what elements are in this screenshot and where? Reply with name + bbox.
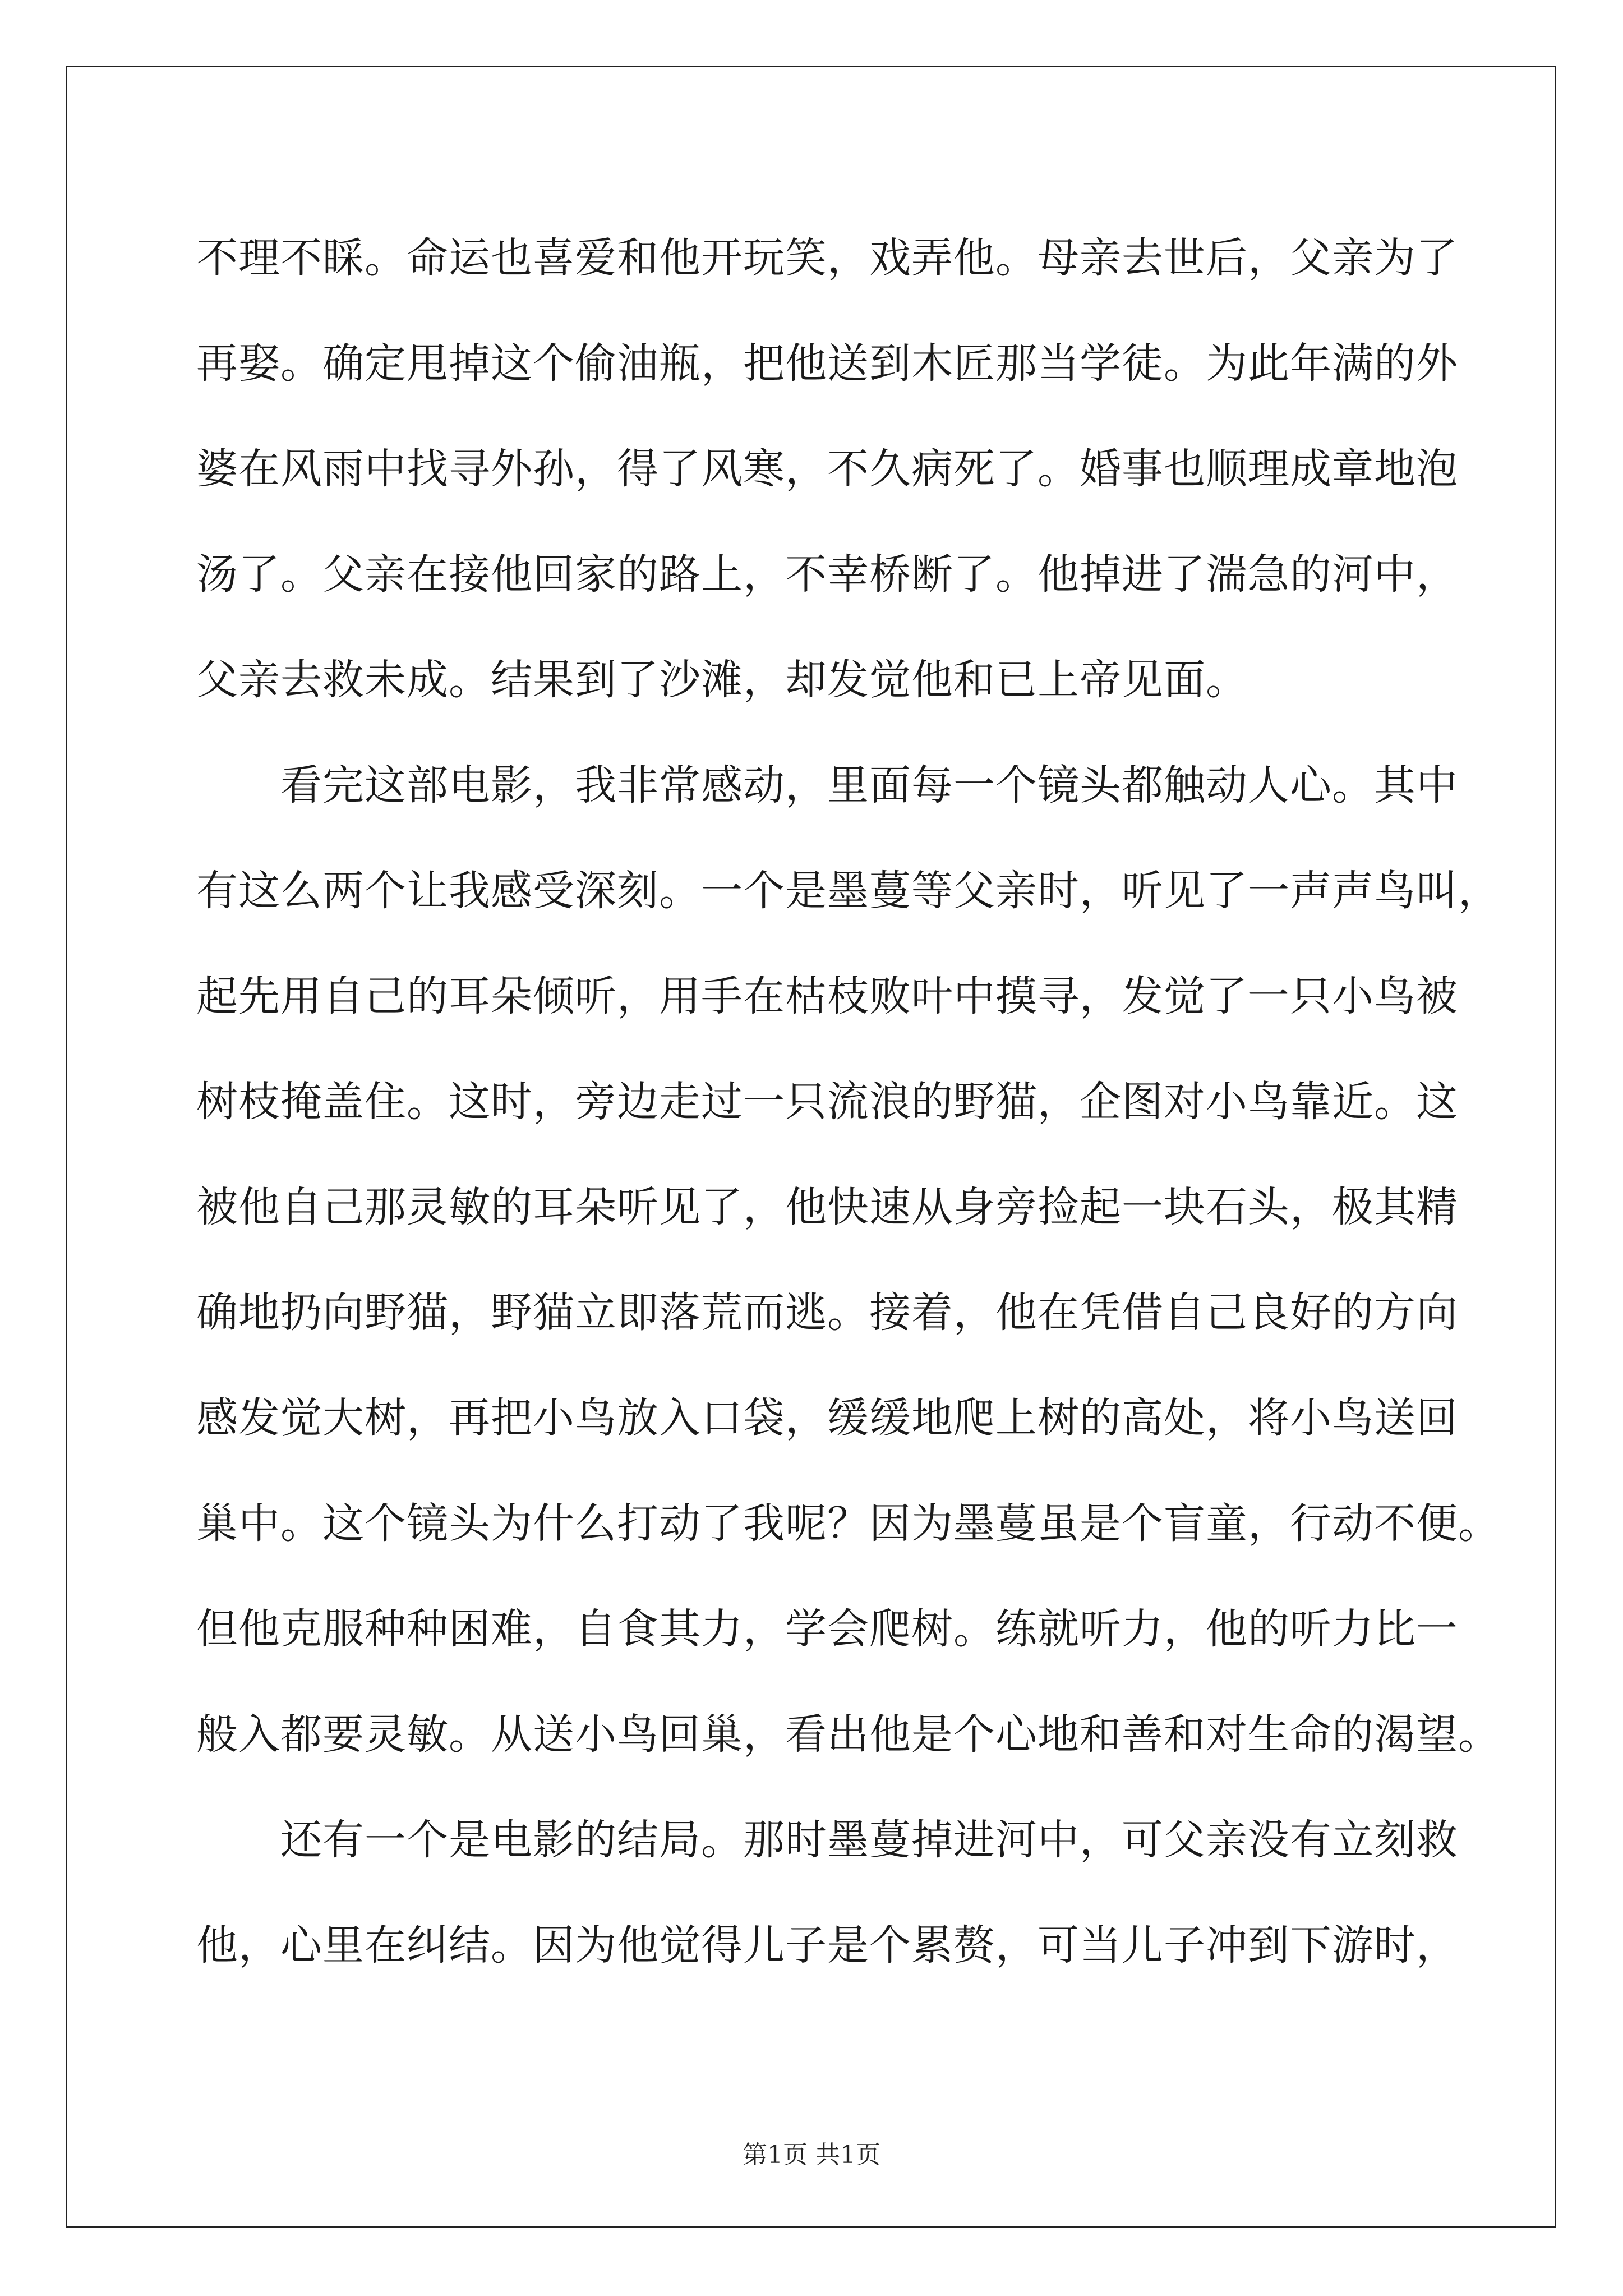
document-body [196, 205, 1500, 1998]
text-line: 被他自己那灵敏的耳朵听见了，他快速从身旁捡起一块石头，极其精 [196, 1183, 1458, 1231]
paragraph [196, 1787, 1458, 1998]
text-line: 但他克服种种困难，自食其力，学会爬树。练就听力，他的听力比一 [196, 1605, 1458, 1653]
text-line: 婆在风雨中找寻外孙，得了风寒，不久病死了。婚事也顺理成章地泡 [196, 445, 1458, 493]
text-line: 父亲去救未成。结果到了沙滩，却发觉他和已上帝见面。 [196, 656, 1248, 704]
text-line: 还有一个是电影的结局。那时墨蔓掉进河中，可父亲没有立刻救 [280, 1816, 1458, 1864]
text-line: 确地扔向野猫，野猫立即落荒而逃。接着，他在凭借自己良好的方向 [196, 1289, 1458, 1337]
paragraph [196, 733, 1500, 1787]
text-line: 有这么两个让我感受深刻。一个是墨蔓等父亲时，听见了一声声鸟叫， [196, 867, 1500, 915]
text-line: 汤了。父亲在接他回家的路上，不幸桥断了。他掉进了湍急的河中， [196, 550, 1458, 599]
text-line: 再娶。确定甩掉这个偷油瓶，把他送到木匠那当学徒。为此年满的外 [196, 339, 1458, 388]
text-line: 起先用自己的耳朵倾听，用手在枯枝败叶中摸寻，发觉了一只小鸟被 [196, 972, 1458, 1020]
paragraph [196, 205, 1458, 733]
page-footer: 第1页 共1页 [743, 2141, 880, 2169]
text-line: 他，心里在纠结。因为他觉得儿子是个累赘，可当儿子冲到下游时， [196, 1921, 1458, 1970]
text-line: 不理不睬。命运也喜爱和他开玩笑，戏弄他。母亲去世后，父亲为了 [196, 234, 1458, 282]
text-line: 巢中。这个镜头为什么打动了我呢？因为墨蔓虽是个盲童，行动不便。 [196, 1499, 1500, 1548]
text-line: 感发觉大树，再把小鸟放入口袋，缓缓地爬上树的高处，将小鸟送回 [196, 1394, 1458, 1442]
text-line: 般入都要灵敏。从送小鸟回巢，看出他是个心地和善和对生命的渴望。 [196, 1710, 1500, 1759]
text-line: 树枝掩盖住。这时，旁边走过一只流浪的野猫，企图对小鸟靠近。这 [196, 1078, 1458, 1126]
text-line: 看完这部电影，我非常感动，里面每一个镜头都触动人心。其中 [280, 761, 1458, 809]
